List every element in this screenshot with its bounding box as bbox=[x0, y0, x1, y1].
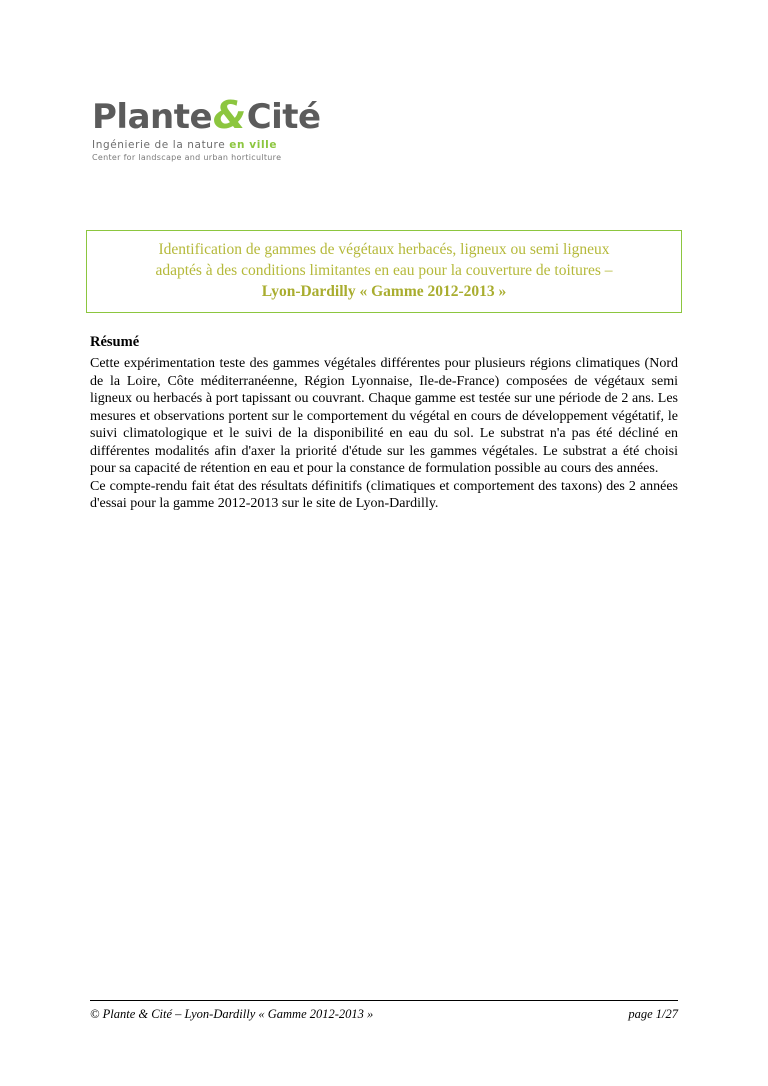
footer-divider bbox=[90, 1000, 678, 1001]
abstract-paragraph-2: Ce compte-rendu fait état des résultats définitifs (climatiques et comportement des taxons) des 2 années d'essai pour la gamme 2012-2013 sur le site de Lyon-Dardilly. bbox=[90, 478, 678, 511]
footer-page-number: page 1/27 bbox=[628, 1007, 678, 1021]
logo-ampersand: & bbox=[213, 93, 246, 137]
logo bbox=[92, 95, 332, 162]
document-title-box bbox=[86, 230, 682, 313]
logo-tagline-fr bbox=[92, 139, 332, 151]
page-footer bbox=[90, 1007, 678, 1022]
abstract-heading: Résumé bbox=[90, 334, 140, 350]
abstract-paragraph-1: Cette expérimentation teste des gammes végétales différentes pour plusieurs régions climatiques (Nord de la Loire, Côte méditerranéenne, Région Lyonnaise, Ile-de-France) composées de végétaux semi ligneux ou herbacés à port tapissant ou couvrant. Chaque gamme est testée sur une période de 2 ans. Les mesures et observations portent sur le comportement du végétal en cours de développement végétatif, le suivi climatologique et le suivi de la disponibilité en eau du sol. Le substrat n'a pas été décliné en différentes modalités afin d'axer la priorité d'étude sur les gammes végétales. Le substrat a été choisi pour sa capacité de rétention en eau et pour la constance de formulation possible au cours des années. bbox=[90, 356, 678, 476]
title-line-3: Lyon-Dardilly « Gamme 2012-2013 » bbox=[261, 283, 507, 300]
title-line-1: Identification de gammes de végétaux herbacés, ligneux ou semi ligneux bbox=[158, 241, 610, 258]
logo-word-plante: Plante bbox=[92, 97, 213, 137]
footer-copyright: © Plante & Cité – Lyon-Dardilly « Gamme 2012-2013 » bbox=[90, 1007, 374, 1021]
logo-tagline-fr-accent: en ville bbox=[229, 139, 278, 151]
title-line-2: adaptés à des conditions limitantes en eau pour la couverture de toitures – bbox=[155, 262, 613, 279]
logo-tagline-fr-text: Ingénierie de la nature bbox=[92, 139, 230, 151]
logo-word-cite: Cité bbox=[246, 97, 321, 137]
abstract-section bbox=[90, 334, 678, 513]
logo-wordmark bbox=[92, 95, 332, 137]
logo-tagline-en: Center for landscape and urban horticulture bbox=[92, 153, 282, 162]
